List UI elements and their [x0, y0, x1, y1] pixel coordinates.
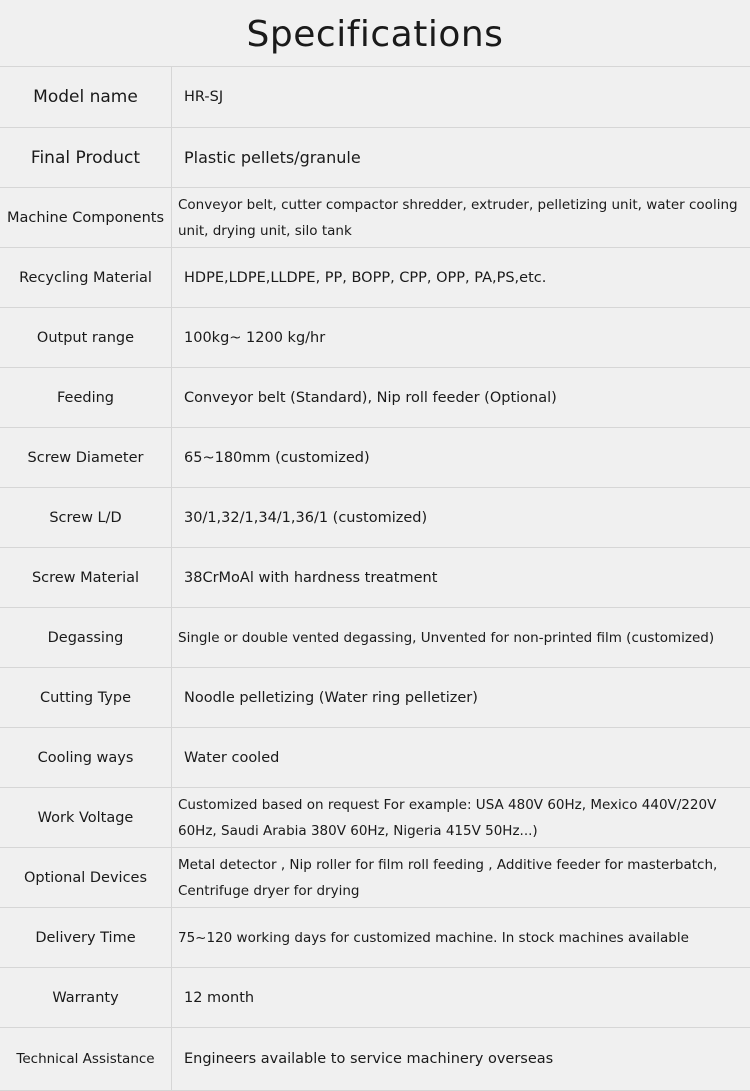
spec-value: 38CrMoAl with hardness treatment	[184, 569, 438, 586]
spec-label: Warranty	[0, 968, 172, 1027]
spec-value: Conveyor belt (Standard), Nip roll feeder (Optional)	[184, 389, 557, 406]
spec-value: HDPE,LDPE,LLDPE, PP, BOPP, CPP, OPP, PA,PS,etc.	[184, 269, 547, 286]
spec-label: Screw Material	[0, 548, 172, 607]
spec-row-screw-material	[0, 548, 750, 608]
spec-value: 100kg~ 1200 kg/hr	[184, 329, 326, 346]
spec-row-final-product	[0, 128, 750, 188]
spec-label: Cutting Type	[0, 668, 172, 727]
spec-label: Screw Diameter	[0, 428, 172, 487]
spec-label: Delivery Time	[0, 908, 172, 967]
spec-row-model-name	[0, 67, 750, 128]
spec-label: Screw L/D	[0, 488, 172, 547]
spec-row-screw-ld	[0, 488, 750, 548]
spec-label: Optional Devices	[0, 848, 172, 907]
spec-label: Model name	[0, 67, 172, 127]
spec-row-feeding	[0, 368, 750, 428]
page-title: Specifications	[0, 0, 750, 67]
spec-label: Degassing	[0, 608, 172, 667]
spec-value: Plastic pellets/granule	[184, 147, 361, 167]
spec-value: 30/1,32/1,34/1,36/1 (customized)	[184, 509, 428, 526]
spec-value: Engineers available to service machinery overseas	[184, 1051, 554, 1067]
spec-row-cutting-type	[0, 668, 750, 728]
spec-label: Output range	[0, 308, 172, 367]
spec-label: Recycling Material	[0, 248, 172, 307]
spec-value: 12 month	[184, 989, 255, 1006]
spec-label: Cooling ways	[0, 728, 172, 787]
spec-value: 75~120 working days for customized machine. In stock machines available	[178, 929, 689, 946]
spec-value: Noodle pelletizing (Water ring pelletizer)	[184, 689, 478, 706]
spec-row-technical-assistance	[0, 1028, 750, 1091]
spec-row-work-voltage	[0, 788, 750, 848]
spec-label: Feeding	[0, 368, 172, 427]
spec-row-screw-diameter	[0, 428, 750, 488]
spec-value: 65~180mm (customized)	[184, 449, 370, 466]
spec-row-warranty	[0, 968, 750, 1028]
spec-row-degassing	[0, 608, 750, 668]
spec-row-machine-components	[0, 188, 750, 248]
spec-row-recycling-material	[0, 248, 750, 308]
spec-value: Water cooled	[184, 749, 280, 766]
spec-value: Conveyor belt, cutter compactor shredder, extruder, pelletizing unit, water cooling unit, drying unit, silo tank	[178, 196, 738, 239]
spec-label: Machine Components	[0, 188, 172, 247]
spec-label: Final Product	[0, 128, 172, 187]
spec-row-delivery-time	[0, 908, 750, 968]
spec-value: Customized based on request For example: USA 480V 60Hz, Mexico 440V/220V 60Hz, Saudi Arabia 380V 60Hz, Nigeria 415V 50Hz...)	[178, 796, 717, 839]
spec-row-optional-devices	[0, 848, 750, 908]
spec-table	[0, 67, 750, 1091]
spec-value: Single or double vented degassing, Unvented for non-printed film (customized)	[178, 629, 715, 646]
spec-label: Work Voltage	[0, 788, 172, 847]
spec-label: Technical Assistance	[0, 1028, 172, 1090]
spec-row-cooling-ways	[0, 728, 750, 788]
spec-row-output-range	[0, 308, 750, 368]
spec-value: Metal detector , Nip roller for film roll feeding , Additive feeder for masterbatch, Centrifuge dryer for drying	[178, 856, 718, 899]
spec-value: HR-SJ	[184, 89, 224, 105]
